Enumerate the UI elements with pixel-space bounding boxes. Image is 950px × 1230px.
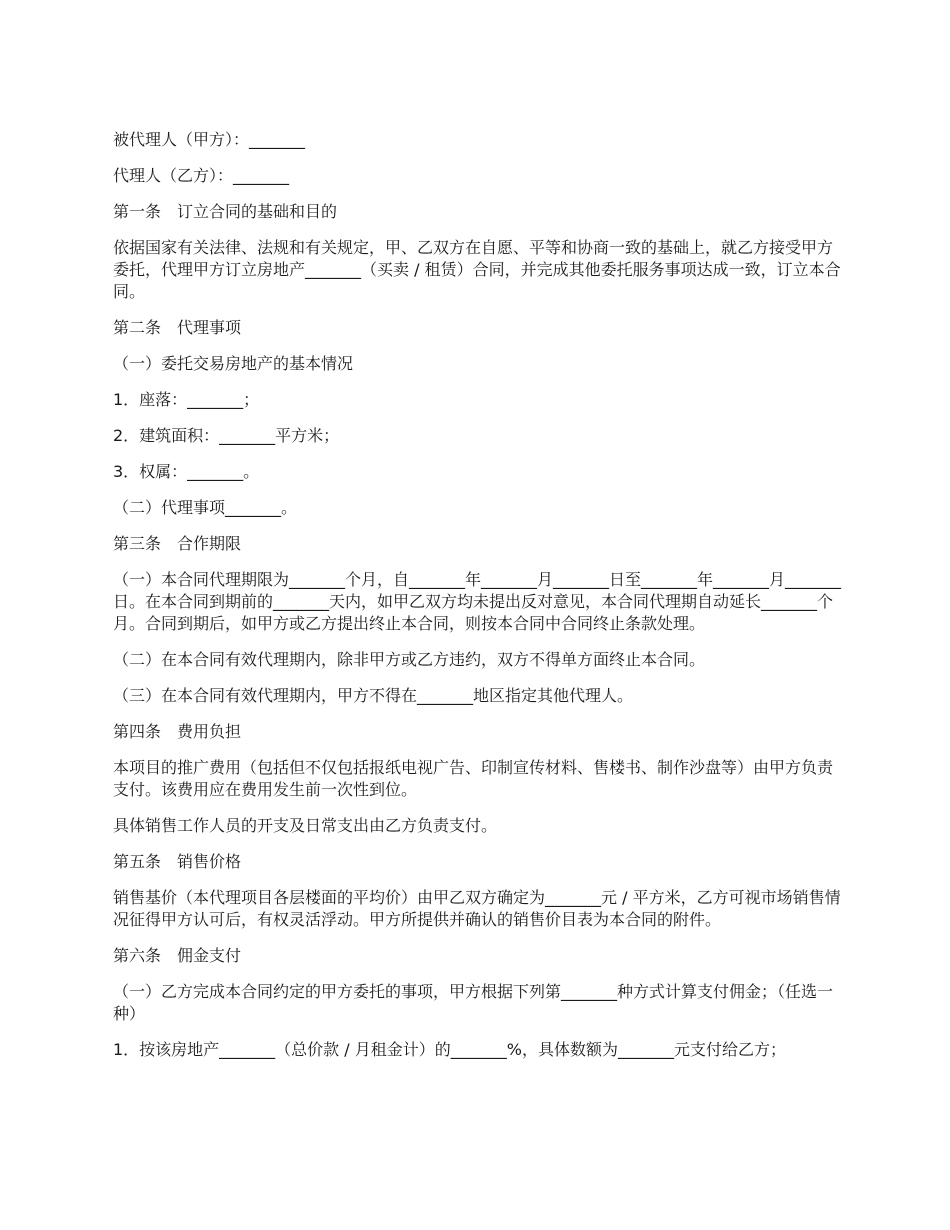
article-5-heading: 第五条 销售价格	[113, 852, 242, 871]
article-6-sub-1: （一）乙方完成本合同约定的甲方委托的事项，甲方根据下列第_______种方式计算支付佣金；（任选一种）	[113, 982, 834, 1023]
article-3-heading: 第三条 合作期限	[113, 534, 242, 553]
article-4-body-2: 具体销售工作人员的开支及日常支出由乙方负责支付。	[113, 816, 498, 835]
article-2-item-2: 2．建筑面积：_______平方米；	[113, 426, 340, 445]
contract-page	[113, 129, 841, 1075]
article-2-sub-2: （二）代理事项_______。	[113, 498, 298, 517]
party-b-line: 代理人（乙方）：_______	[113, 166, 290, 185]
article-2-item-3: 3．权属：_______。	[113, 462, 260, 481]
article-3-sub-2: （二）在本合同有效代理期内，除非甲方或乙方违约，双方不得单方面终止本合同。	[113, 650, 706, 669]
article-4-body-1: 本项目的推广费用（包括但不仅包括报纸电视广告、印制宣传材料、售楼书、制作沙盘等）由甲方负责支付。该费用应在费用发生前一次性到位。	[113, 758, 834, 799]
article-6-heading: 第六条 佣金支付	[113, 946, 242, 965]
article-2-sub-1: （一）委托交易房地产的基本情况	[113, 354, 354, 373]
article-3-sub-3: （三）在本合同有效代理期内，甲方不得在_______地区指定其他代理人。	[113, 686, 634, 705]
article-2-item-1: 1．座落：_______；	[113, 390, 260, 409]
article-1-heading: 第一条 订立合同的基础和目的	[113, 202, 338, 221]
article-1-body: 依据国家有关法律、法规和有关规定，甲、乙双方在自愿、平等和协商一致的基础上，就乙方接受甲方委托，代理甲方订立房地产_______（买卖 / 租赁）合同，并完成其他委托服务事项达成一致，订立本合同。	[113, 238, 841, 301]
article-2-heading: 第二条 代理事项	[113, 318, 242, 337]
article-4-heading: 第四条 费用负担	[113, 722, 242, 741]
article-6-item-1: 1．按该房地产_______（总价款 / 月租金计）的_______%，具体数额为_______元支付给乙方；	[113, 1040, 786, 1059]
article-5-body: 销售基价（本代理项目各层楼面的平均价）由甲乙双方确定为_______元 / 平方米，乙方可视市场销售情况征得甲方认可后，有权灵活浮动。甲方所提供并确认的销售价目表为本合同的附件。	[113, 888, 841, 929]
article-3-sub-1: （一）本合同代理期限为_______个月，自_______年_______月_______日至_______年_______月_______日。在本合同到期前的_______天内，如甲乙双方均未提出反对意见，本合同代理期自动延长_______个月。合同到期后，如甲方或乙方提出终止本合同，则按本合同中合同终止条款处理。	[113, 570, 842, 633]
party-a-line: 被代理人（甲方）：_______	[113, 130, 306, 149]
